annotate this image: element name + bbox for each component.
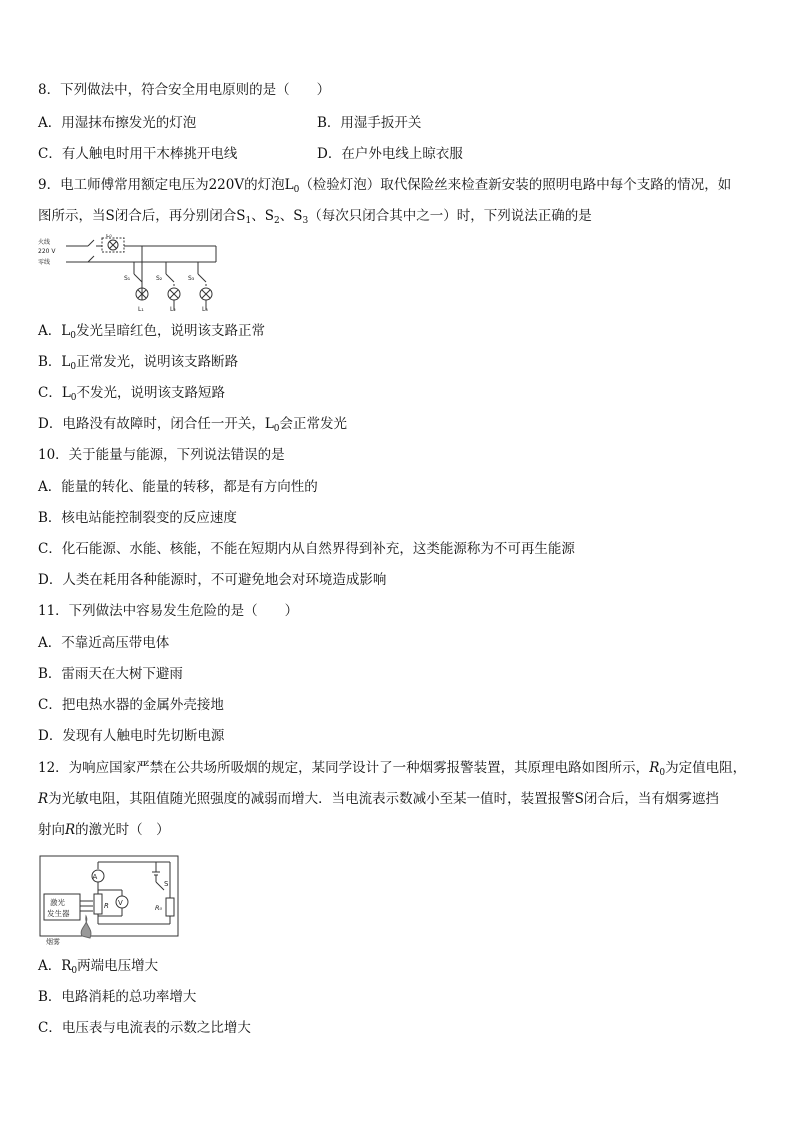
q8-option-c: C．有人触电时用干木棒挑开电线 (38, 146, 238, 162)
q9-option-d: D．电路没有故障时，闭合任一开关，$L_0$会正常发光 (38, 416, 348, 434)
svg-text:V: V (118, 899, 123, 907)
svg-text:S₁: S₁ (124, 275, 131, 282)
q12-stem-line3: 射向R的激光时（ ） (38, 822, 170, 838)
q10-option-a: A．能量的转化、能量的转移，都是有方向性的 (38, 479, 318, 495)
svg-text:L₁: L₁ (138, 306, 144, 313)
q9-option-a: A．$L_0$发光呈暗红色，说明该支路正常 (38, 323, 265, 341)
svg-text:R: R (104, 902, 109, 910)
svg-text:S₂: S₂ (156, 275, 163, 282)
q8-option-d: D．在户外电线上晾衣服 (317, 146, 463, 162)
q9-circuit-diagram (36, 234, 226, 316)
svg-text:L₀: L₀ (106, 234, 112, 239)
q12-stem-line2: R为光敏电阻，其阻值随光照强度的减弱而增大．当电流表示数减小至某一值时，装置报警S闭合后，当有烟雾遮挡 (38, 791, 719, 807)
q11-stem: 11．下列做法中容易发生危险的是（ ） (38, 603, 299, 619)
svg-text:S: S (164, 880, 169, 888)
q11-option-d: D．发现有人触电时先切断电源 (38, 728, 225, 744)
svg-text:零线: 零线 (38, 259, 51, 266)
svg-text:220 V: 220 V (38, 248, 56, 255)
q12-stem-line1: 12．为响应国家严禁在公共场所吸烟的规定，某同学设计了一种烟雾报警装置，其原理电路如图所示，$R_0$为定值电阻， (38, 760, 747, 778)
q9-stem-line1: 9．电工师傅常用额定电压为220V的灯泡$L_0$（检验灯泡）取代保险丝来检查新安装的照明电路中每个支路的情况，如 (38, 177, 732, 195)
svg-text:L₂: L₂ (170, 306, 176, 313)
svg-text:A: A (92, 873, 98, 881)
q9-option-c: C．$L_0$不发光，说明该支路短路 (38, 385, 226, 403)
q10-option-b: B．核电站能控制裂变的反应速度 (38, 510, 237, 526)
q12-option-b: B．电路消耗的总功率增大 (38, 989, 197, 1005)
q8-stem: 8．下列做法中，符合安全用电原则的是（ ） (38, 82, 331, 98)
q10-stem: 10．关于能量与能源，下列说法错误的是 (38, 447, 285, 463)
q12-circuit-diagram (38, 854, 182, 946)
svg-text:R₀: R₀ (155, 904, 163, 912)
q9-option-b: B．$L_0$正常发光，说明该支路断路 (38, 354, 239, 372)
svg-text:L₃: L₃ (202, 306, 208, 313)
q8-option-a: A．用湿抹布擦发光的灯泡 (38, 115, 197, 131)
q12-option-c: C．电压表与电流表的示数之比增大 (38, 1020, 251, 1036)
q10-option-d: D．人类在耗用各种能源时，不可避免地会对环境造成影响 (38, 572, 387, 588)
svg-text:激光: 激光 (50, 898, 65, 907)
q11-option-b: B．雷雨天在大树下避雨 (38, 666, 183, 682)
svg-text:火线: 火线 (38, 239, 51, 246)
q11-option-c: C．把电热水器的金属外壳接地 (38, 697, 224, 713)
q9-stem-line2: 图所示，当S闭合后，再分别闭合$S_1$、$S_2$、$S_3$（每次只闭合其中之一）时，下列说法正确的是 (38, 208, 592, 226)
svg-text:发生器: 发生器 (47, 909, 70, 918)
q11-option-a: A．不靠近高压带电体 (38, 635, 170, 651)
svg-text:S₃: S₃ (188, 275, 195, 282)
q8-option-b: B．用湿手扳开关 (317, 115, 422, 131)
q10-option-c: C．化石能源、水能、核能，不能在短期内从自然界得到补充，这类能源称为不可再生能源 (38, 541, 575, 557)
q12-option-a: A．$R_0$两端电压增大 (38, 958, 159, 976)
svg-text:烟雾: 烟雾 (46, 938, 60, 946)
